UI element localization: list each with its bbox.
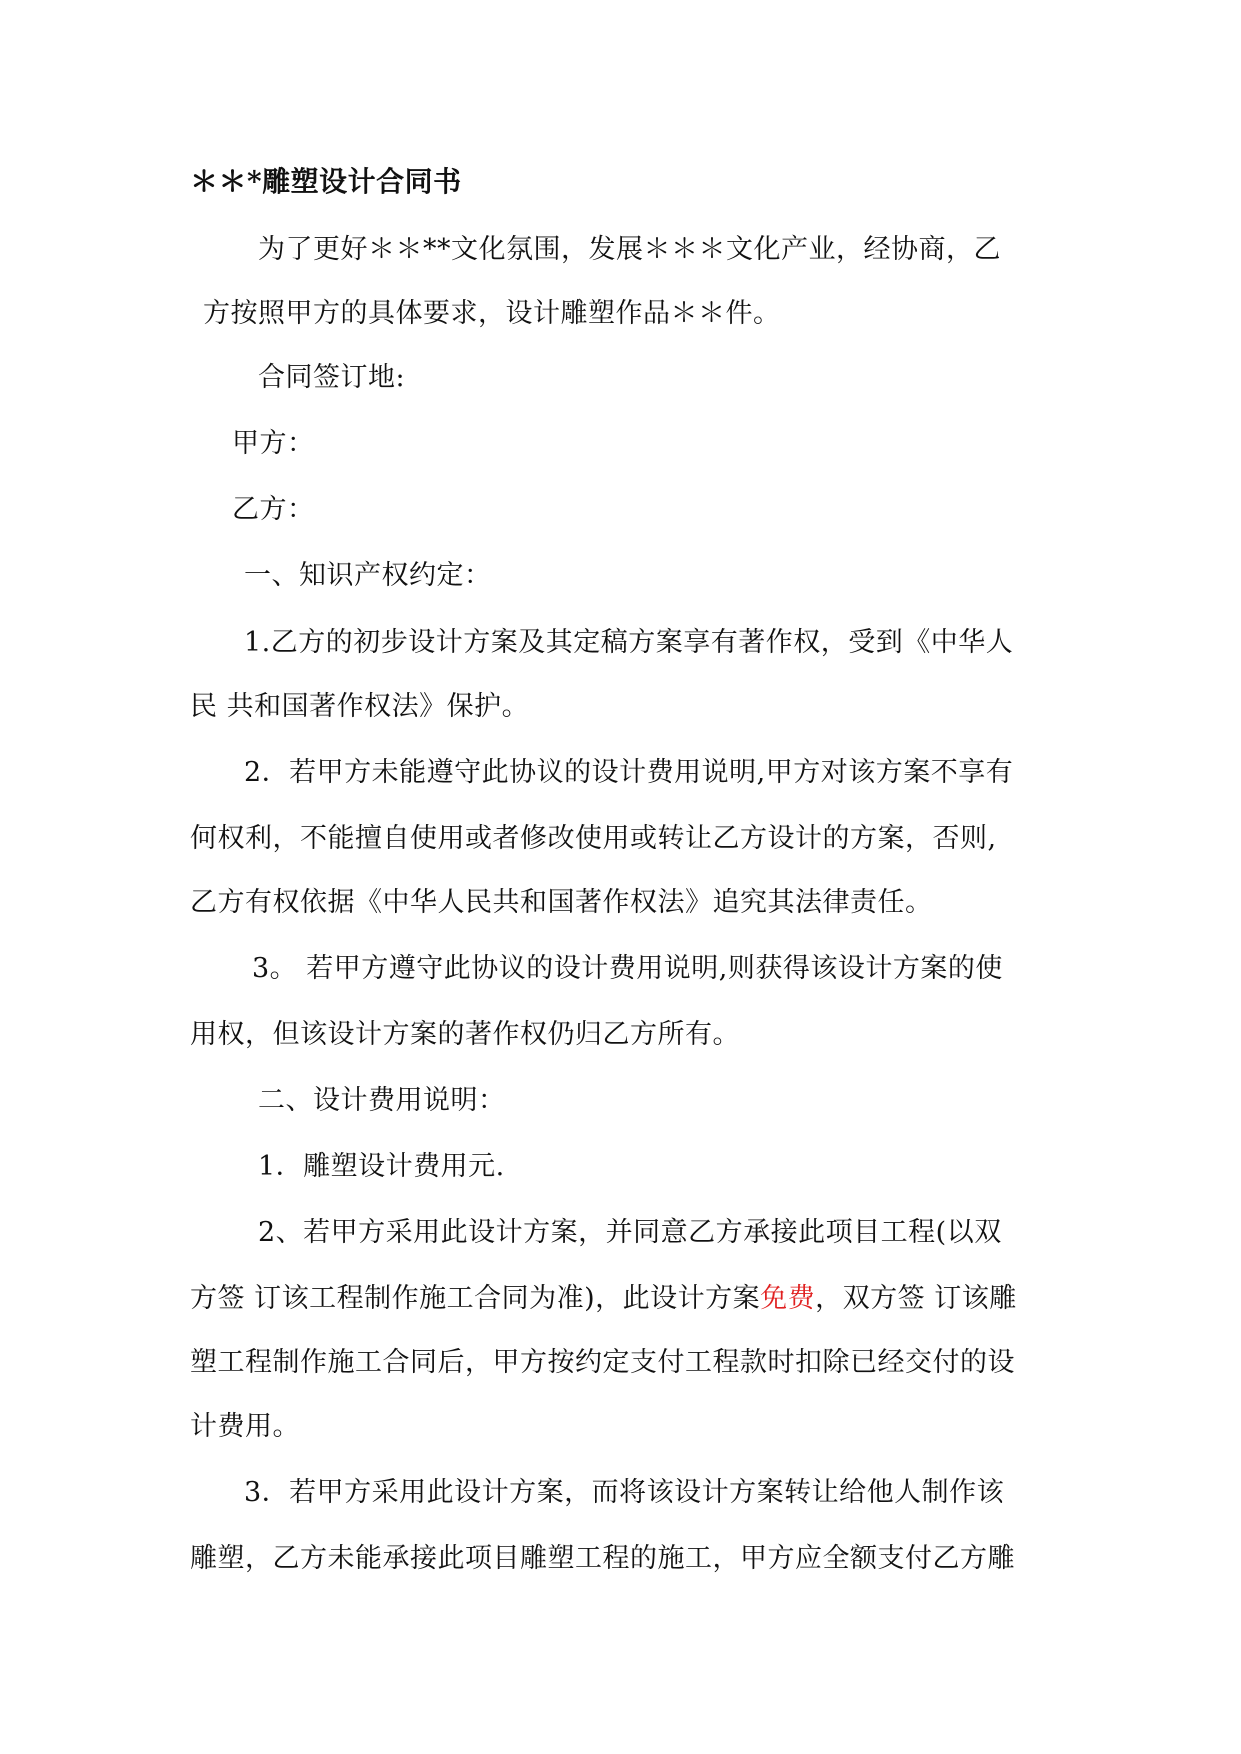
document-title: ＊＊*雕塑设计合同书 — [190, 165, 462, 198]
text-before-highlight: 方签 订该工程制作施工合同为准)，此设计方案 — [190, 1283, 761, 1314]
clause-line: 用权，但该设计方案的著作权仍归乙方所有。 — [190, 1019, 740, 1050]
free-highlight-text: 免费 — [760, 1283, 816, 1314]
clause-line: 2、若甲方采用此设计方案，并同意乙方承接此项目工程(以双 — [258, 1217, 1002, 1248]
clause-line: 计费用。 — [190, 1411, 300, 1442]
clause-line: 3．若甲方采用此设计方案，而将该设计方案转让给他人制作该 — [244, 1477, 1005, 1508]
clause-line: 雕塑，乙方未能承接此项目雕塑工程的施工，甲方应全额支付乙方雕 — [190, 1543, 1015, 1574]
clause-line: 乙方有权依据《中华人民共和国著作权法》追究其法律责任。 — [190, 887, 933, 918]
clause-line: 1．雕塑设计费用元. — [258, 1151, 505, 1182]
party-b-label: 乙方： — [232, 494, 315, 525]
clause-line: 3。 若甲方遵守此协议的设计费用说明,则获得该设计方案的使 — [252, 953, 1003, 984]
section-heading-fees: 二、设计费用说明： — [258, 1085, 506, 1116]
clause-line: 2．若甲方未能遵守此协议的设计费用说明,甲方对该方案不享有 — [244, 757, 1014, 788]
paragraph-line-intro-2: 方按照甲方的具体要求，设计雕塑作品＊＊件。 — [203, 298, 781, 329]
text-after-highlight: ，双方签 订该雕 — [815, 1283, 1017, 1314]
clause-line-with-highlight — [190, 1282, 1017, 1316]
paragraph-line-intro-1: 为了更好＊＊**文化氛围，发展＊＊＊文化产业，经协商，乙 — [258, 234, 1001, 265]
clause-line: 民 共和国著作权法》保护。 — [190, 691, 530, 722]
clause-line: 塑工程制作施工合同后，甲方按约定支付工程款时扣除已经交付的设 — [190, 1347, 1015, 1378]
clause-line: 何权利，不能擅自使用或者修改使用或转让乙方设计的方案，否则, — [190, 823, 997, 854]
signing-place-label: 合同签订地: — [258, 362, 406, 393]
section-heading-ip: 一、知识产权约定： — [244, 560, 492, 591]
clause-line: 1.乙方的初步设计方案及其定稿方案享有著作权，受到《中华人 — [244, 627, 1014, 658]
party-a-label: 甲方： — [232, 428, 315, 459]
